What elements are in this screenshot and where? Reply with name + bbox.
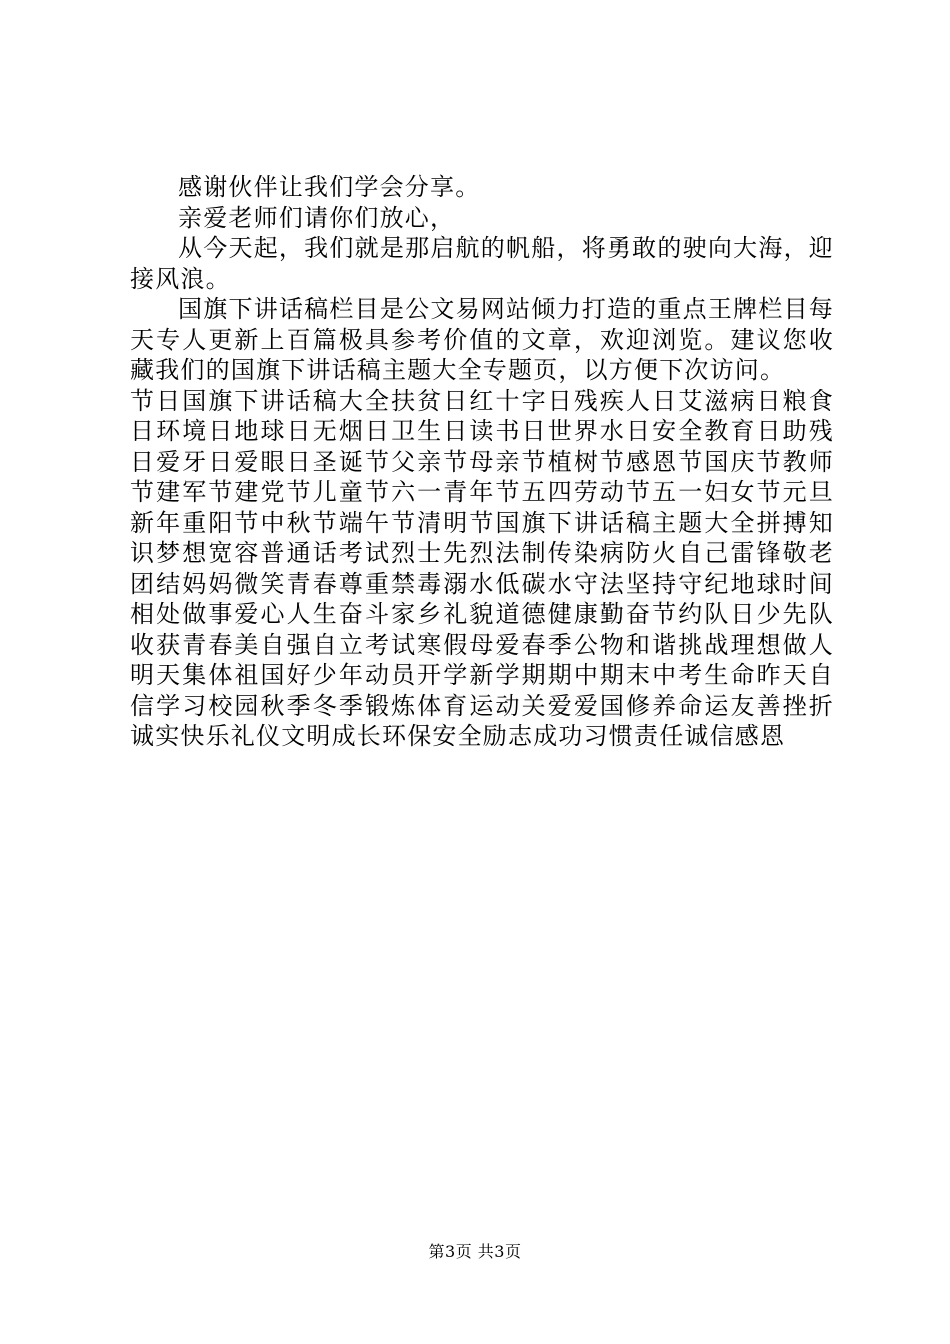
paragraph-thanks: 感谢伙伴让我们学会分享。 — [178, 173, 481, 201]
document-body — [130, 172, 834, 752]
paragraph-tag-list: 节日国旗下讲话稿大全扶贫日红十字日残疾人日艾滋病日粮食日环境日地球日无烟日卫生日读书日世界水日安全教育日助残日爱牙日爱眼日圣诞节父亲节母亲节植树节感恩节国庆节教师节建军节建党节儿童节六一青年节五四劳动节五一妇女节元旦新年重阳节中秋节端午节清明节国旗下讲话稿主题大全拼搏知识梦想宽容普通话考试烈士先烈法制传染病防火自己雷锋敬老团结妈妈微笑青春尊重禁毒溺水低碳水守法坚持守纪地球时间相处做事爱心人生奋斗家乡礼貌道德健康勤奋节约队日少先队收获青春美自强自立考试寒假母爱春季公物和谐挑战理想做人明天集体祖国好少年动员开学新学期期中期末中考生命昨天自信学习校园秋季冬季锻炼体育运动关爱爱国修养命运友善挫折诚实快乐礼仪文明成长环保安全励志成功习惯责任诚信感恩 — [130, 386, 834, 750]
paragraph-teachers: 亲爱老师们请你们放心， — [178, 203, 456, 232]
paragraph-column-intro: 国旗下讲话稿栏目是公文易网站倾力打造的重点王牌栏目每天专人更新上百篇极具参考价值的文章，欢迎浏览。建议您收藏我们的国旗下讲话稿主题大全专题页，以方便下次访问。 — [130, 295, 834, 384]
paragraph-sail: 从今天起，我们就是那启航的帆船，将勇敢的驶向大海，迎接风浪。 — [130, 234, 834, 293]
page-footer — [0, 1242, 950, 1262]
page-number-label: 第3页 共3页 — [428, 1242, 522, 1261]
